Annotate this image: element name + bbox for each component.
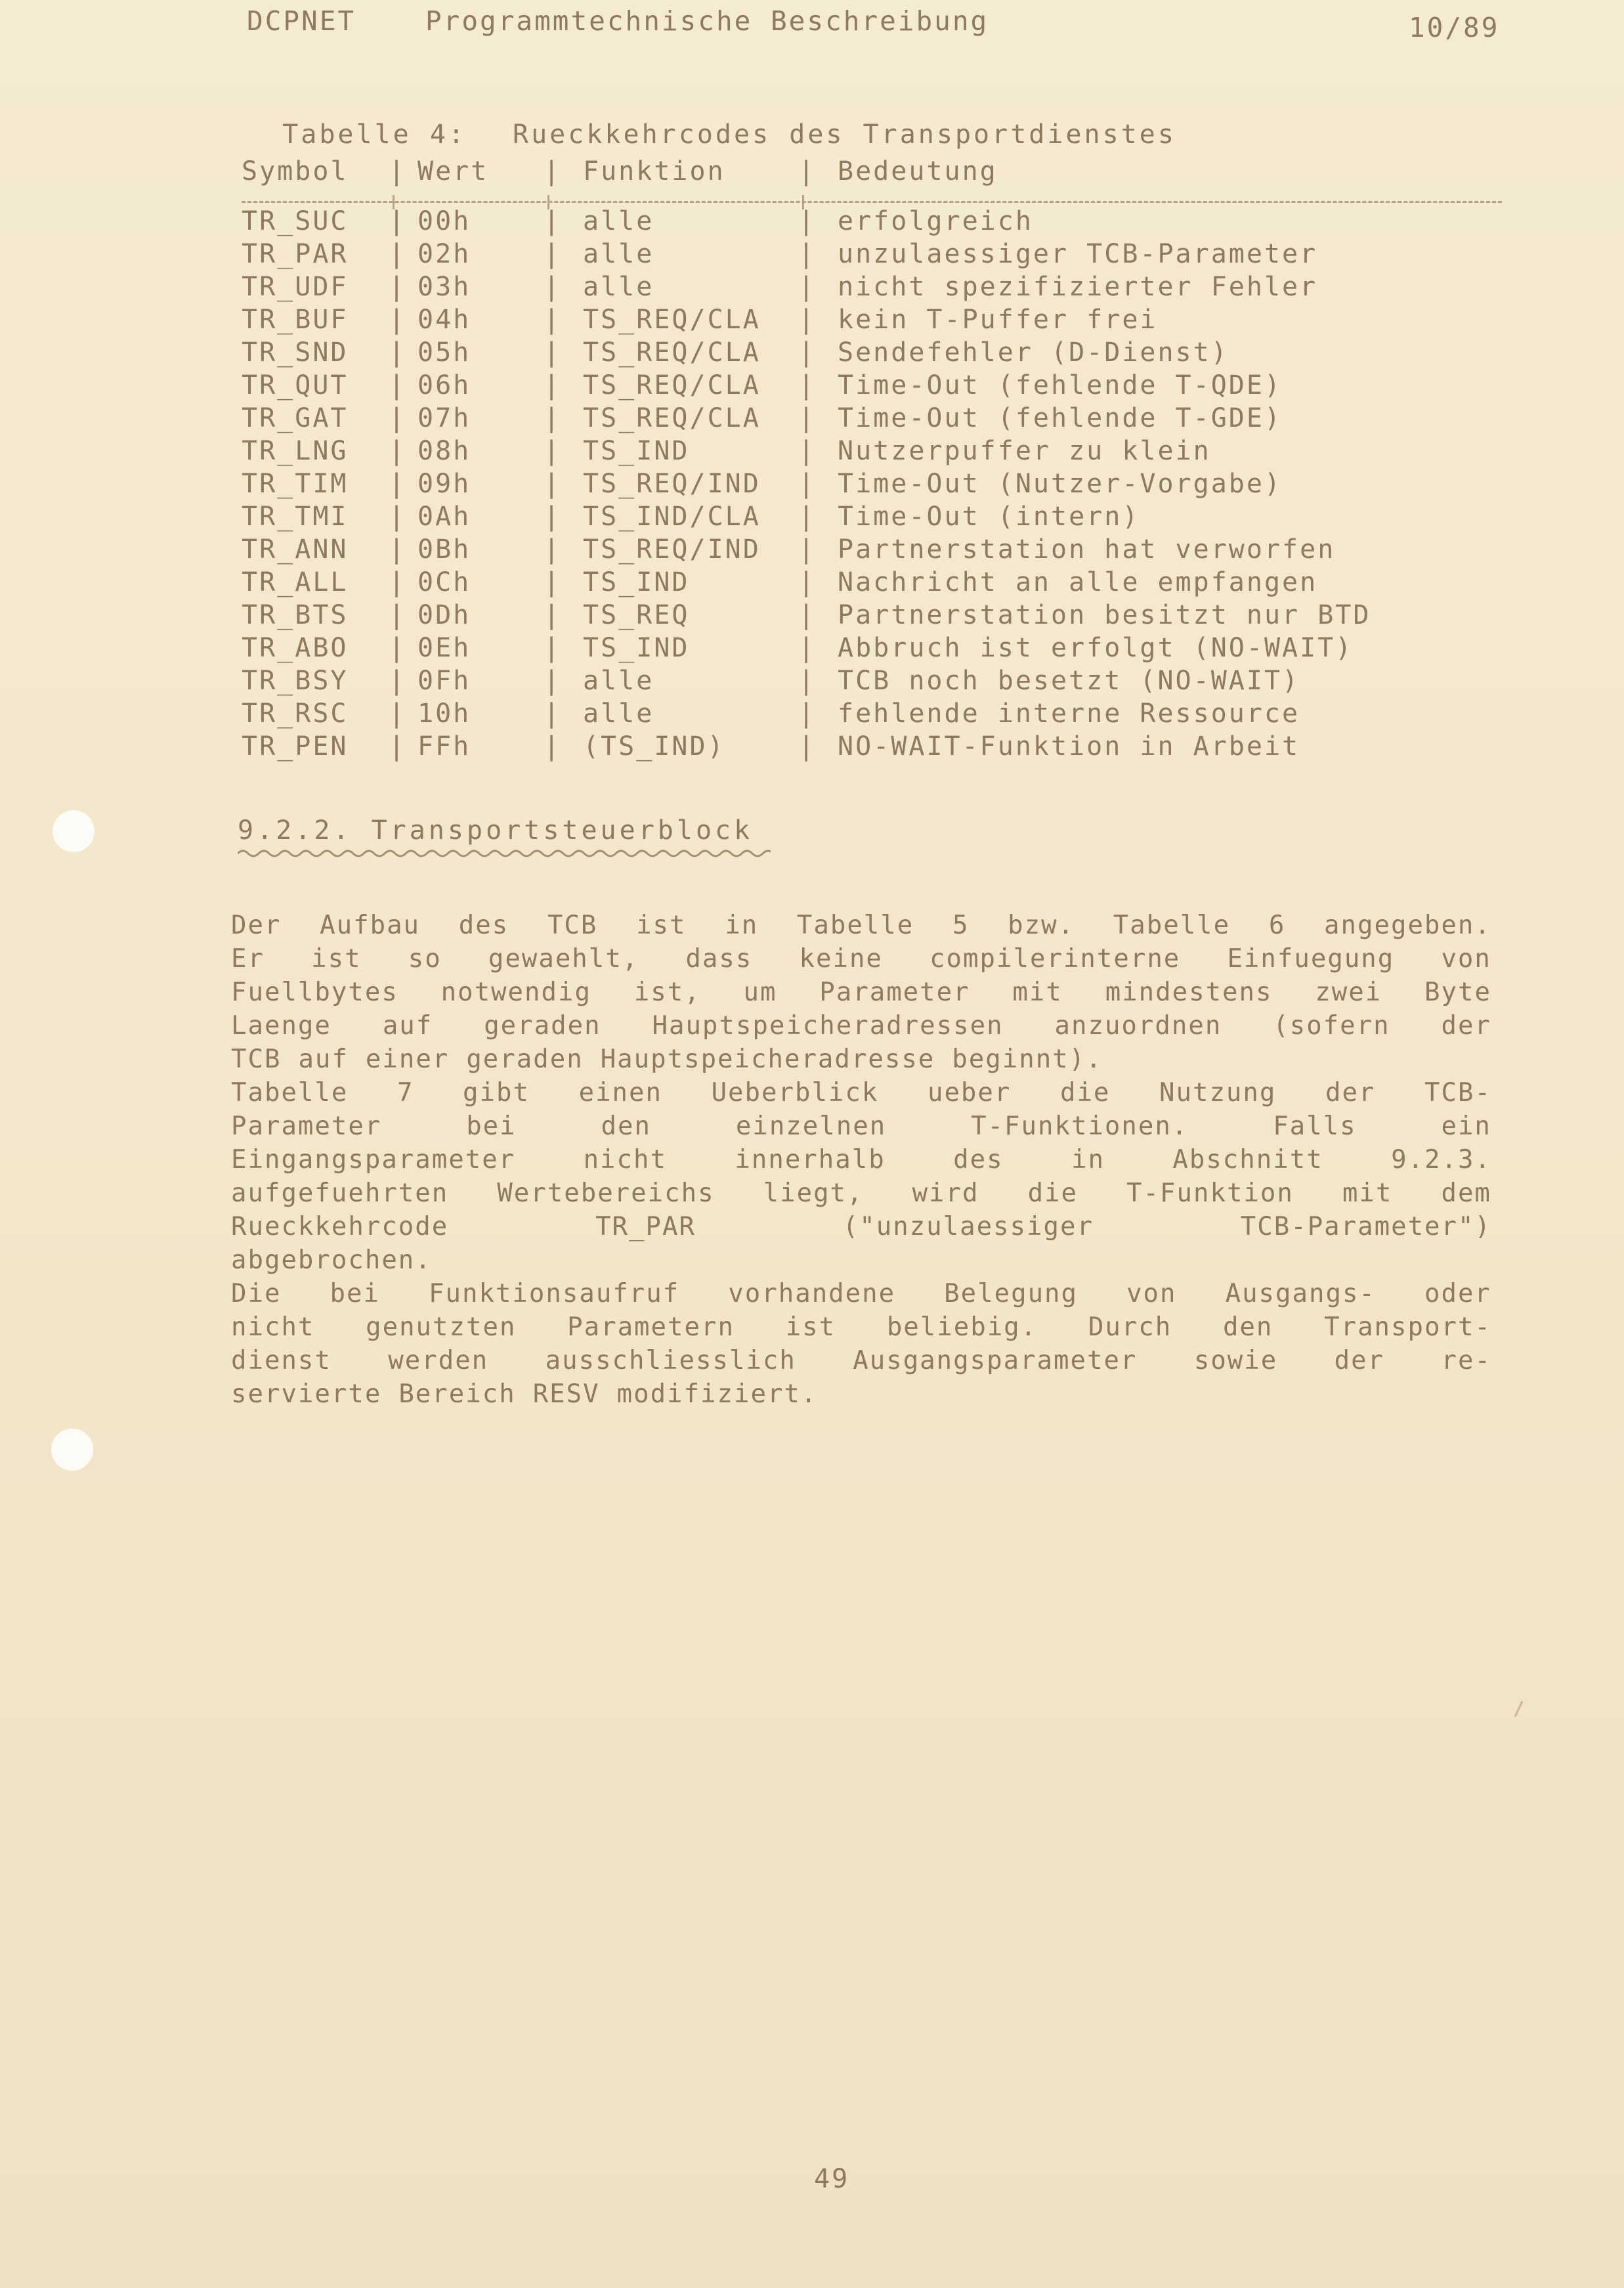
column-separator: | — [544, 534, 562, 565]
body-line: aufgefuehrten Wertebereichs liegt, wird die T-Funktion mit dem — [231, 1178, 1491, 1208]
header-left: DCPNET — [247, 5, 356, 37]
cell-bedeutung: erfolgreich — [838, 206, 1033, 236]
column-separator: | — [389, 337, 407, 368]
cell-funktion: (TS_IND) — [583, 731, 725, 762]
column-separator: | — [389, 633, 407, 663]
table-body — [242, 206, 1502, 764]
column-header-symbol: Symbol — [242, 156, 349, 186]
table-row — [242, 403, 1502, 436]
column-separator: | — [389, 436, 407, 466]
cell-wert: 0Bh — [417, 534, 471, 565]
column-separator: | — [798, 272, 817, 302]
cell-bedeutung: Time-Out (intern) — [838, 502, 1140, 532]
table-caption — [246, 89, 1176, 150]
cell-symbol: TR_TIM — [242, 469, 349, 499]
column-separator: | — [389, 567, 407, 597]
column-separator: | — [798, 731, 817, 762]
column-separator: | — [544, 731, 562, 762]
cell-wert: 09h — [417, 469, 471, 499]
column-separator: | — [798, 370, 817, 400]
column-separator: | — [798, 305, 817, 335]
cell-funktion: TS_IND — [583, 567, 690, 597]
page-number: 49 — [814, 2164, 850, 2194]
cell-funktion: TS_REQ/CLA — [583, 337, 761, 368]
column-separator: | — [389, 206, 407, 236]
cell-wert: 00h — [417, 206, 471, 236]
cell-funktion: alle — [583, 699, 654, 729]
column-separator: | — [544, 699, 562, 729]
table-row — [242, 633, 1502, 666]
column-header-bedeutung: Bedeutung — [838, 156, 998, 186]
table-header-row: Symbol | Wert | Funktion | Bedeutung — [242, 156, 1502, 194]
cell-bedeutung: Sendefehler (D-Dienst) — [838, 337, 1229, 368]
cell-wert: 0Fh — [417, 666, 471, 696]
cell-symbol: TR_GAT — [242, 403, 349, 433]
column-separator: | — [389, 272, 407, 302]
column-separator: | — [544, 567, 562, 597]
column-separator: | — [544, 502, 562, 532]
cell-bedeutung: Partnerstation hat verworfen — [838, 534, 1336, 565]
cell-funktion: alle — [583, 239, 654, 269]
punch-hole-top — [53, 810, 95, 852]
cell-symbol: TR_BTS — [242, 600, 349, 630]
cell-symbol: TR_PEN — [242, 731, 349, 762]
cell-funktion: TS_REQ/CLA — [583, 305, 761, 335]
body-line: TCB auf einer geraden Hauptspeicheradresse beginnt). — [231, 1045, 1103, 1074]
table-row — [242, 239, 1502, 272]
table-caption-label: Tabelle 4: — [282, 119, 467, 150]
table-row — [242, 469, 1502, 502]
body-line: Laenge auf geraden Hauptspeicheradressen anzuordnen (sofern der — [231, 1011, 1491, 1041]
column-separator: | — [798, 600, 817, 630]
section-heading: 9.2.2. Transportsteuerblock — [238, 815, 754, 846]
cell-bedeutung: nicht spezifizierter Fehler — [838, 272, 1318, 302]
cell-symbol: TR_PAR — [242, 239, 349, 269]
cell-wert: 06h — [417, 370, 471, 400]
column-separator: | — [544, 436, 562, 466]
cell-bedeutung: Time-Out (fehlende T-QDE) — [838, 370, 1283, 400]
column-separator: | — [389, 370, 407, 400]
column-header-wert: Wert — [417, 156, 489, 186]
cell-wert: 08h — [417, 436, 471, 466]
header-title: Programmtechnische Beschreibung — [425, 5, 989, 37]
column-separator: | — [798, 337, 817, 368]
header-date: 10/89 — [1409, 12, 1500, 43]
cell-bedeutung: kein T-Puffer frei — [838, 305, 1158, 335]
column-separator: | — [389, 600, 407, 630]
cell-symbol: TR_ALL — [242, 567, 349, 597]
column-separator: | — [798, 469, 817, 499]
column-separator: | — [544, 239, 562, 269]
table-row — [242, 534, 1502, 567]
column-separator: | — [798, 567, 817, 597]
cell-wert: 02h — [417, 239, 471, 269]
column-separator: | — [389, 534, 407, 565]
body-line: dienst werden ausschliesslich Ausgangsparameter sowie der re- — [231, 1346, 1491, 1375]
column-separator: | — [798, 534, 817, 565]
cell-funktion: TS_REQ — [583, 600, 690, 630]
column-separator: | — [389, 731, 407, 762]
body-line: Fuellbytes notwendig ist, um Parameter mit mindestens zwei Byte — [231, 978, 1491, 1007]
column-separator: | — [798, 206, 817, 236]
body-paragraphs — [231, 909, 1491, 1411]
column-separator: | — [544, 272, 562, 302]
cell-wert: 05h — [417, 337, 471, 368]
cell-bedeutung: Time-Out (fehlende T-GDE) — [838, 403, 1283, 433]
column-separator: | — [798, 502, 817, 532]
cell-symbol: TR_UDF — [242, 272, 349, 302]
cell-wert: 0Eh — [417, 633, 471, 663]
cell-wert: 03h — [417, 272, 471, 302]
heading-underline — [238, 848, 771, 859]
column-separator: | — [544, 403, 562, 433]
body-line: Eingangsparameter nicht innerhalb des in Abschnitt 9.2.3. — [231, 1145, 1491, 1175]
column-separator: | — [389, 469, 407, 499]
body-line: Tabelle 7 gibt einen Ueberblick ueber die Nutzung der TCB- — [231, 1078, 1491, 1108]
table-caption-title: Rueckkehrcodes des Transportdienstes — [513, 119, 1176, 150]
cell-funktion: TS_IND — [583, 436, 690, 466]
table-row — [242, 337, 1502, 370]
cell-wert: 0Dh — [417, 600, 471, 630]
cell-funktion: alle — [583, 666, 654, 696]
column-separator: | — [389, 502, 407, 532]
body-line: Die bei Funktionsaufruf vorhandene Belegung von Ausgangs- oder — [231, 1279, 1491, 1308]
cell-funktion: TS_REQ/CLA — [583, 403, 761, 433]
column-separator: | — [544, 370, 562, 400]
cell-wert: 0Ch — [417, 567, 471, 597]
cell-symbol: TR_ABO — [242, 633, 349, 663]
column-separator: | — [544, 633, 562, 663]
body-line: abgebrochen. — [231, 1245, 432, 1275]
column-header-funktion: Funktion — [583, 156, 725, 186]
return-codes-table — [242, 156, 1502, 762]
body-line: Parameter bei den einzelnen T-Funktionen. Falls ein — [231, 1112, 1491, 1141]
cell-bedeutung: TCB noch besetzt (NO-WAIT) — [838, 666, 1300, 696]
table-row — [242, 699, 1502, 731]
cell-bedeutung: fehlende interne Ressource — [838, 699, 1300, 729]
table-row — [242, 370, 1502, 403]
cell-bedeutung: Nachricht an alle empfangen — [838, 567, 1318, 597]
column-separator: | — [389, 403, 407, 433]
cell-bedeutung: Abbruch ist erfolgt (NO-WAIT) — [838, 633, 1354, 663]
cell-wert: FFh — [417, 731, 471, 762]
cell-symbol: TR_ANN — [242, 534, 349, 565]
cell-bedeutung: NO-WAIT-Funktion in Arbeit — [838, 731, 1300, 762]
table-row — [242, 272, 1502, 305]
column-separator: | — [544, 337, 562, 368]
body-line: nicht genutzten Parametern ist beliebig. Durch den Transport- — [231, 1312, 1491, 1342]
column-separator: | — [798, 239, 817, 269]
column-separator: | — [798, 699, 817, 729]
table-row — [242, 567, 1502, 600]
cell-symbol: TR_QUT — [242, 370, 349, 400]
cell-symbol: TR_BSY — [242, 666, 349, 696]
cell-funktion: TS_IND — [583, 633, 690, 663]
column-separator: | — [798, 403, 817, 433]
cell-funktion: alle — [583, 272, 654, 302]
cell-symbol: TR_SND — [242, 337, 349, 368]
cell-symbol: TR_RSC — [242, 699, 349, 729]
cell-symbol: TR_SUC — [242, 206, 349, 236]
cell-wert: 04h — [417, 305, 471, 335]
table-row — [242, 666, 1502, 699]
cell-funktion: TS_IND/CLA — [583, 502, 761, 532]
body-line: servierte Bereich RESV modifiziert. — [231, 1379, 818, 1409]
table-row — [242, 600, 1502, 633]
table-row — [242, 436, 1502, 469]
body-line: Rueckkehrcode TR_PAR ("unzulaessiger TCB-Parameter") — [231, 1212, 1491, 1241]
column-separator: | — [544, 469, 562, 499]
cell-funktion: TS_REQ/IND — [583, 469, 761, 499]
column-separator: | — [544, 666, 562, 696]
table-row — [242, 731, 1502, 764]
column-separator: | — [389, 305, 407, 335]
cell-symbol: TR_LNG — [242, 436, 349, 466]
cell-bedeutung: Time-Out (Nutzer-Vorgabe) — [838, 469, 1283, 499]
cell-bedeutung: unzulaessiger TCB-Parameter — [838, 239, 1318, 269]
cell-funktion: TS_REQ/CLA — [583, 370, 761, 400]
table-row — [242, 305, 1502, 337]
cell-symbol: TR_TMI — [242, 502, 349, 532]
cell-wert: 0Ah — [417, 502, 471, 532]
column-separator: | — [544, 305, 562, 335]
column-separator: | — [798, 666, 817, 696]
column-separator: | — [798, 633, 817, 663]
column-separator: | — [389, 666, 407, 696]
cell-wert: 10h — [417, 699, 471, 729]
punch-hole-bottom — [51, 1429, 93, 1471]
column-separator: | — [389, 239, 407, 269]
column-separator: | — [544, 600, 562, 630]
body-line: Er ist so gewaehlt, dass keine compilerinterne Einfuegung von — [231, 944, 1491, 974]
column-separator: | — [389, 699, 407, 729]
column-separator: | — [798, 436, 817, 466]
body-line: Der Aufbau des TCB ist in Tabelle 5 bzw. Tabelle 6 angegeben. — [231, 911, 1491, 940]
column-separator: | — [544, 206, 562, 236]
cell-bedeutung: Partnerstation besitzt nur BTD — [838, 600, 1371, 630]
cell-funktion: alle — [583, 206, 654, 236]
table-row — [242, 206, 1502, 239]
cell-symbol: TR_BUF — [242, 305, 349, 335]
cell-bedeutung: Nutzerpuffer zu klein — [838, 436, 1211, 466]
table-row — [242, 502, 1502, 534]
cell-funktion: TS_REQ/IND — [583, 534, 761, 565]
cell-wert: 07h — [417, 403, 471, 433]
